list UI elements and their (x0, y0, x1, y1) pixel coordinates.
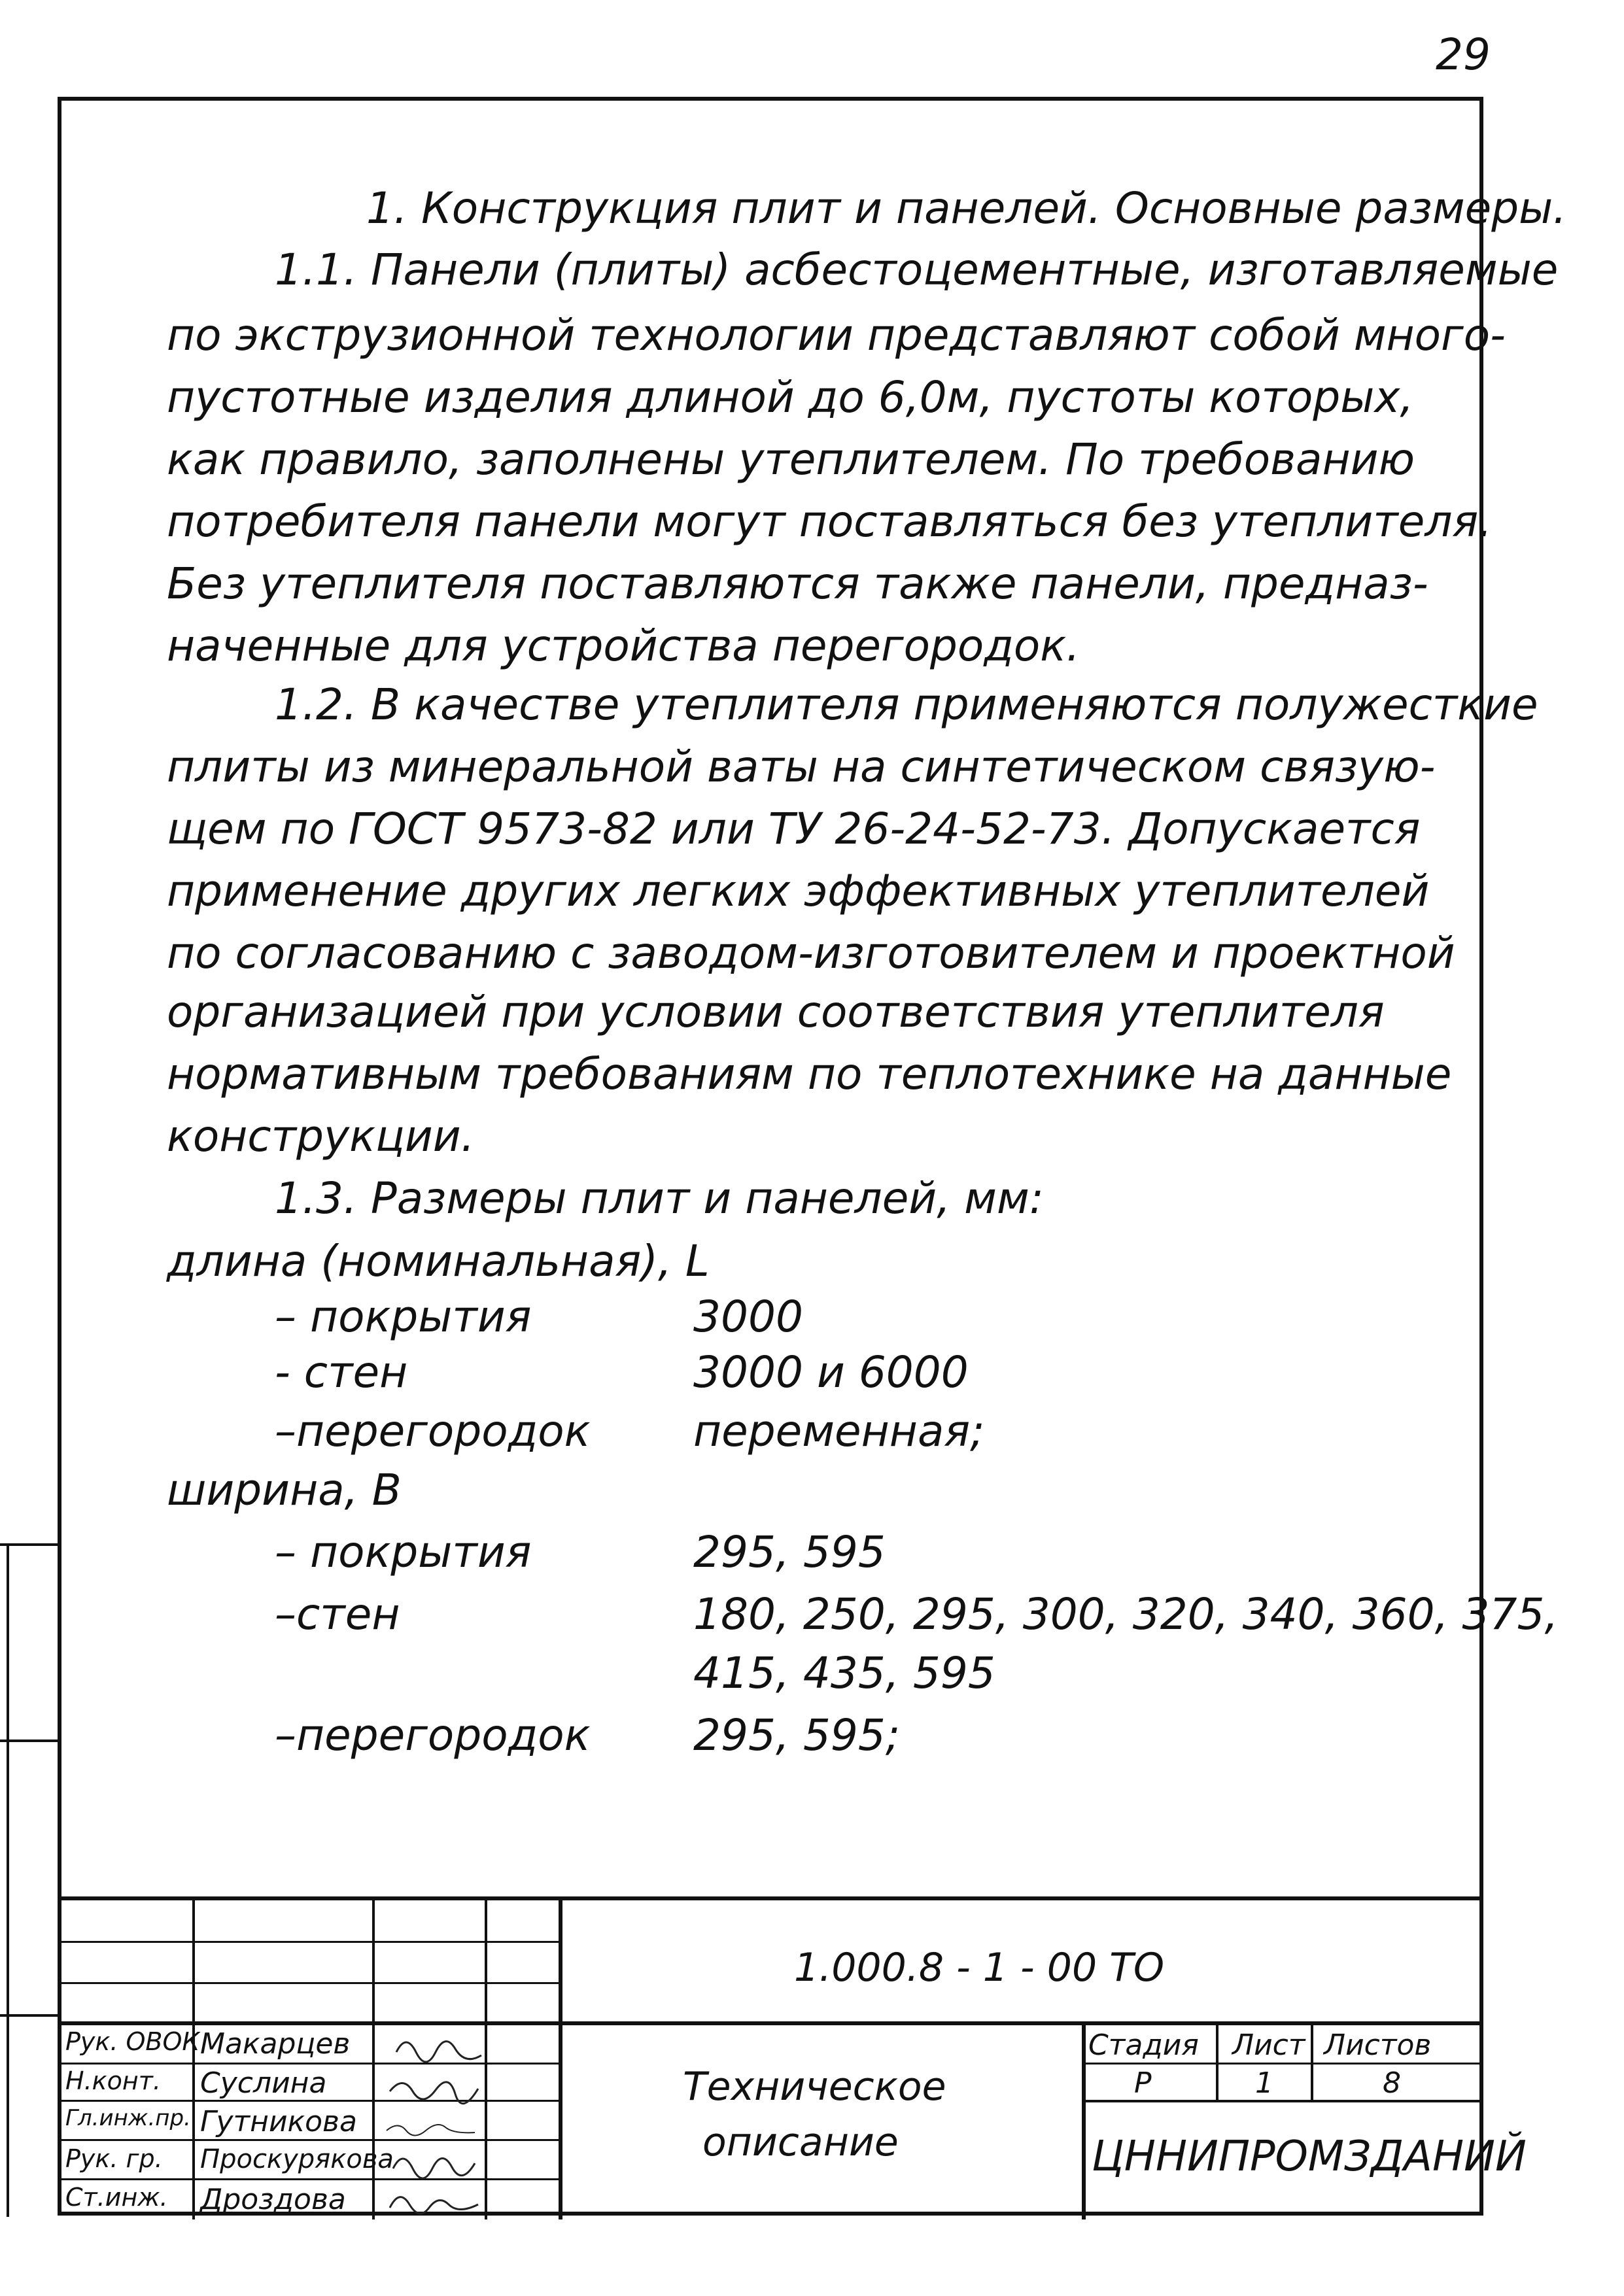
title-block (61, 1896, 1527, 2216)
dimension-label: –перегородок (275, 1710, 591, 1760)
signatory-name: Макарцев (200, 2027, 351, 2061)
signatory-role: Гл.инж.пр. (65, 2105, 191, 2131)
dimension-group-title: ширина, В (167, 1465, 402, 1515)
dimension-value: 295, 595 (693, 1527, 886, 1577)
title-block-line (192, 1900, 195, 2219)
title-block-line (1311, 2021, 1313, 2101)
sheets-value: 8 (1383, 2066, 1401, 2100)
paragraph-line: потребителя панели могут поставляться без утеплителя. (167, 496, 1493, 547)
signatory-role: Н.конт. (65, 2066, 161, 2095)
title-block-line (1082, 2063, 1483, 2065)
title-block-line (559, 1900, 562, 2219)
dimension-value: 295, 595; (693, 1710, 901, 1760)
title-block-line (1216, 2021, 1218, 2101)
paragraph-line: применение других легких эффективных утеплителей (167, 866, 1430, 916)
dimension-label: – покрытия (275, 1527, 532, 1577)
dimension-label: - стен (275, 1347, 408, 1397)
paragraph-line: организацией при условии соответствия утеплителя (167, 987, 1385, 1037)
title-block-line (1082, 2021, 1086, 2219)
signatory-role: Ст.инж. (65, 2183, 168, 2212)
document-title: описание (702, 2119, 899, 2165)
paragraph-line: Без утеплителя поставляются также панели, предназ- (167, 558, 1428, 609)
sheets-header: Листов (1324, 2029, 1432, 2062)
paragraph-line: 1.2. В качестве утеплителя применяются полужесткие (275, 679, 1538, 730)
document-designation: 1.000.8 - 1 - 00 ТО (794, 1945, 1165, 1991)
dimension-value: 180, 250, 295, 300, 320, 340, 360, 375, (693, 1589, 1559, 1639)
dimension-label: –перегородок (275, 1406, 591, 1456)
signatory-name: Гутникова (200, 2105, 357, 2138)
dimension-label: – покрытия (275, 1292, 532, 1342)
binding-mark-line (0, 1739, 61, 1742)
binding-mark-line (0, 1543, 61, 1546)
paragraph-line: 1.1. Панели (плиты) асбестоцементные, изготавляемые (275, 245, 1559, 295)
title-block-line (61, 2021, 1483, 2025)
document-title: Техническое (683, 2064, 946, 2110)
paragraph-line: 1.3. Размеры плит и панелей, мм: (275, 1173, 1044, 1224)
title-block-line (61, 1982, 559, 1984)
sheet-header: Лист (1232, 2029, 1305, 2062)
dimension-group-title: длина (номинальная), L (167, 1236, 710, 1286)
paragraph-line: по экструзионной технологии представляют собой много- (167, 310, 1506, 360)
signature-marks (377, 2026, 553, 2216)
paragraph-line: нормативным требованиям по теплотехнике на данные (167, 1049, 1452, 1099)
signatory-name: Дроздова (200, 2183, 346, 2216)
paragraph-line: конструкции. (167, 1111, 475, 1161)
dimension-value: 3000 (693, 1292, 803, 1342)
binding-mark-line (0, 2014, 61, 2017)
dimension-value: 415, 435, 595 (693, 1648, 995, 1698)
paragraph-line: щем по ГОСТ 9573-82 или ТУ 26-24-52-73. Допускается (167, 804, 1421, 854)
stage-header: Стадия (1088, 2029, 1199, 2062)
paragraph-line: наченные для устройства перегородок. (167, 621, 1080, 671)
section-heading: 1. Конструкция плит и панелей. Основные размеры. (366, 183, 1567, 233)
stage-value: Р (1134, 2066, 1152, 2100)
signatory-role: Рук. ОВОК (65, 2027, 200, 2056)
signatory-role: Рук. гр. (65, 2144, 163, 2173)
paragraph-line: пустотные изделия длиной до 6,0м, пустоты которых, (167, 372, 1414, 422)
page-number: 29 (1436, 29, 1491, 80)
signatory-name: Суслина (200, 2066, 327, 2100)
title-block-line (1082, 2100, 1483, 2102)
paragraph-line: как правило, заполнены утеплителем. По требованию (167, 434, 1415, 485)
binding-margin-line (7, 1543, 9, 2217)
paragraph-line: плиты из минеральной ваты на синтетическом связую- (167, 742, 1436, 792)
dimension-value: 3000 и 6000 (693, 1347, 969, 1397)
title-block-line (61, 1941, 559, 1943)
dimension-value: переменная; (693, 1406, 985, 1456)
sheet-value: 1 (1255, 2066, 1273, 2100)
dimension-label: –стен (275, 1589, 400, 1639)
organization-name: ЦННИПРОМЗДАНИЙ (1092, 2133, 1527, 2181)
paragraph-line: по согласованию с заводом-изготовителем и проектной (167, 928, 1455, 978)
signatory-name: Проскурякова (200, 2144, 394, 2174)
